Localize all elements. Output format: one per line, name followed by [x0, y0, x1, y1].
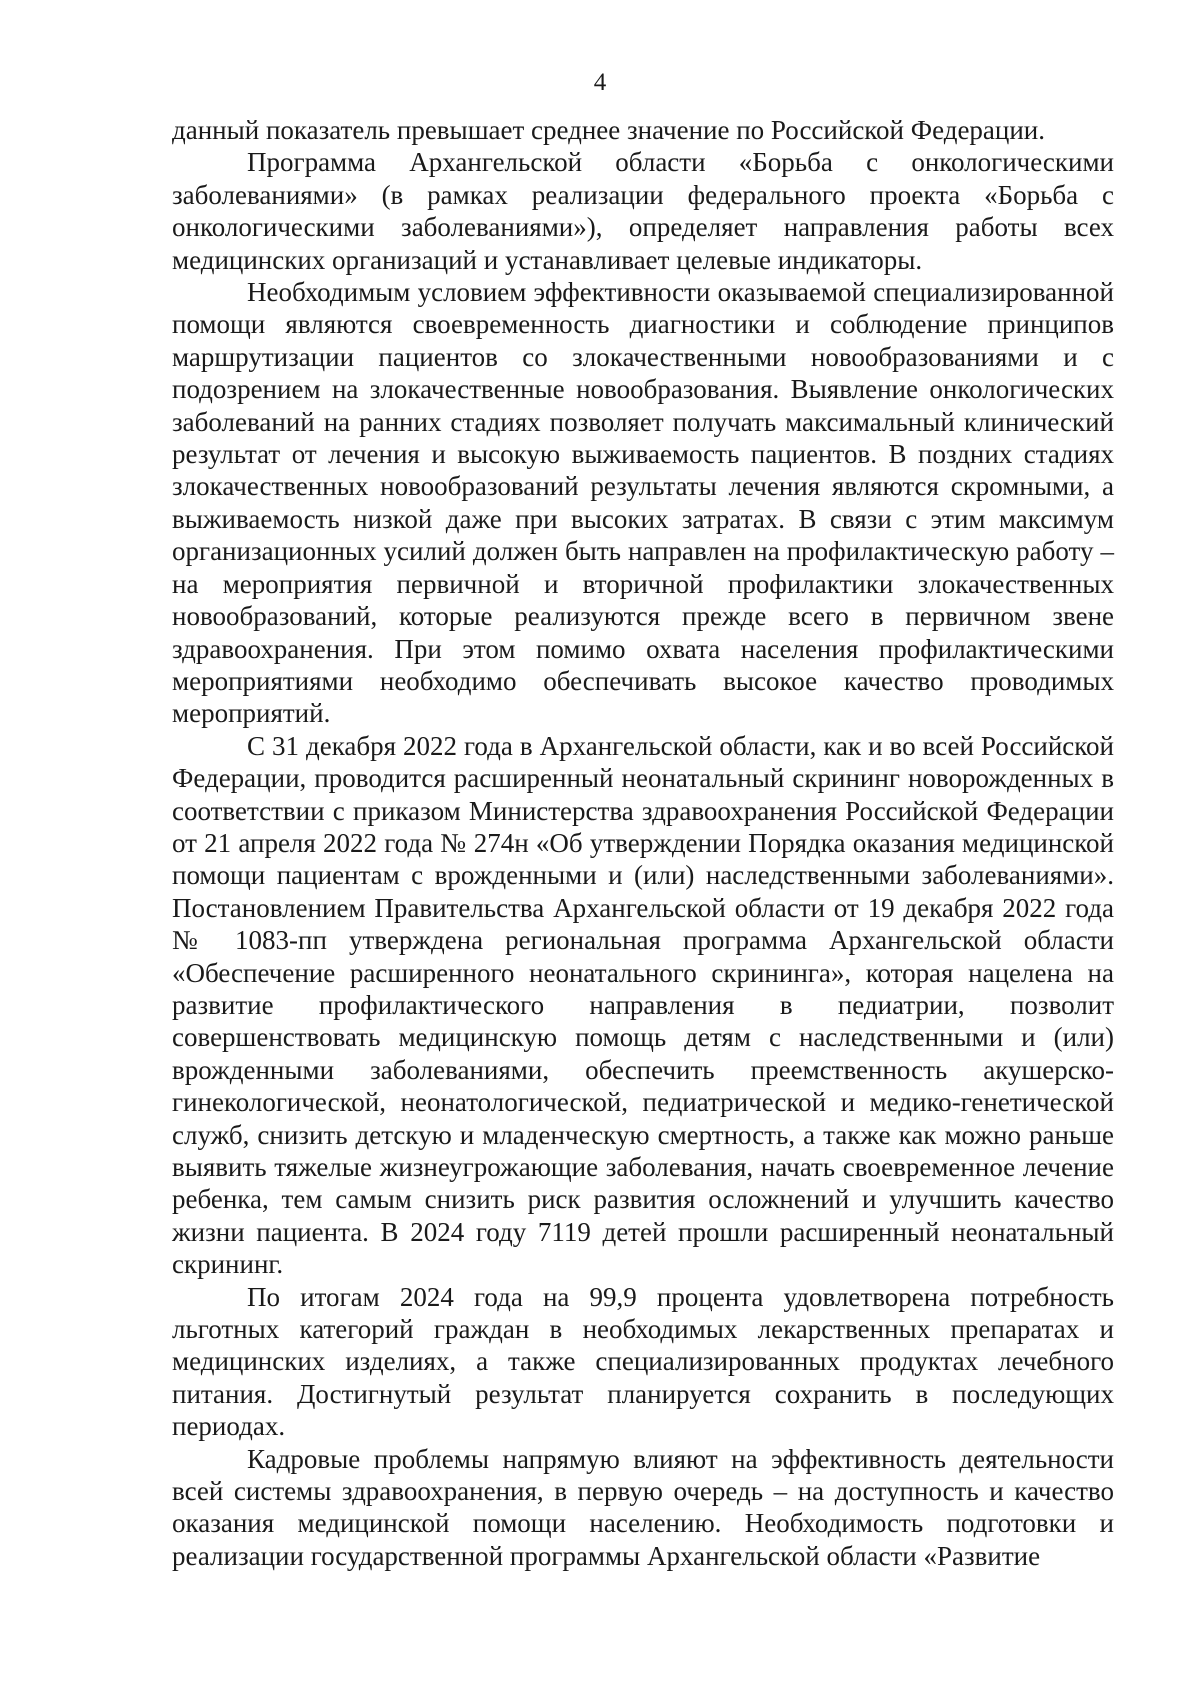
- paragraph-drug-provision: По итогам 2024 года на 99,9 процента удовлетворена потребность льготных категорий граждан в необходимых лекарственных препаратах и медицинских изделиях, а также специализированных продуктах лечебного питания. Достигнутый результат планируется сохранить в последующих периодах.: [172, 1281, 1114, 1442]
- document-body: [172, 114, 1114, 1572]
- paragraph-neonatal-screening: С 31 декабря 2022 года в Архангельской области, как и во всей Российской Федерации, проводится расширенный неонатальный скрининг новорожденных в соответствии с приказом Министерства здравоохранения Российской Федерации от 21 апреля 2022 года № 274н «Об утверждении Порядка оказания медицинской помощи пациентам с врожденными и (или) наследственными заболеваниями». Постановлением Правительства Архангельской области от 19 декабря 2022 года № 1083-пп утверждена региональная программа Архангельской области «Обеспечение расширенного неонатального скрининга», которая нацелена на развитие профилактического направления в педиатрии, позволит совершенствовать медицинскую помощь детям с наследственными и (или) врожденными заболеваниями, обеспечить преемственность акушерско-гинекологической, неонатологической, педиатрической и медико-генетической служб, снизить детскую и младенческую смертность, а также как можно раньше выявить тяжелые жизнеугрожающие заболевания, начать своевременное лечение ребенка, тем самым снизить риск развития осложнений и улучшить качество жизни пациента. В 2024 году 7119 детей прошли расширенный неонатальный скрининг.: [172, 730, 1114, 1280]
- paragraph-oncology-program: Программа Архангельской области «Борьба с онкологическими заболеваниями» (в рамках реализации федерального проекта «Борьба с онкологическими заболеваниями»), определяет направления работы всех медицинских организаций и устанавливает целевые индикаторы.: [172, 147, 1114, 275]
- page-number: 4: [593, 69, 607, 96]
- paragraph-continuation: данный показатель превышает среднее значение по Российской Федерации.: [172, 115, 1046, 145]
- paragraph-staffing: Кадровые проблемы напрямую влияют на эффективность деятельности всей системы здравоохранения, в первую очередь – на доступность и качество оказания медицинской помощи населению. Необходимость подготовки и реализации государственной программы Архангельской области «Развитие: [172, 1443, 1114, 1571]
- paragraph-specialized-care: Необходимым условием эффективности оказываемой специализированной помощи являются своевременность диагностики и соблюдение принципов маршрутизации пациентов со злокачественными новообразованиями и с подозрением на злокачественные новообразования. Выявление онкологических заболеваний на ранних стадиях позволяет получать максимальный клинический результат от лечения и высокую выживаемость пациентов. В поздних стадиях злокачественных новообразований результаты лечения являются скромными, а выживаемость низкой даже при высоких затратах. В связи с этим максимум организационных усилий должен быть направлен на профилактическую работу – на мероприятия первичной и вторичной профилактики злокачественных новообразований, которые реализуются прежде всего в первичном звене здравоохранения. При этом помимо охвата населения профилактическими мероприятиями необходимо обеспечивать высокое качество проводимых мероприятий.: [172, 277, 1114, 729]
